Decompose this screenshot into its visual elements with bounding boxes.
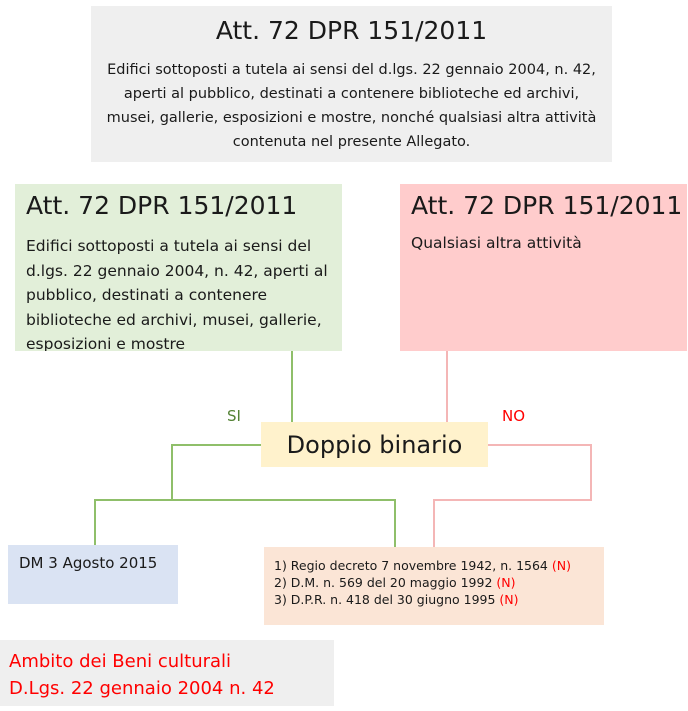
list-item-flag: (N) xyxy=(499,592,519,607)
list-item-text: 2) D.M. n. 569 del 20 maggio 1992 xyxy=(274,575,493,590)
list-item-text: 3) D.P.R. n. 418 del 30 giugno 1995 xyxy=(274,592,496,607)
scope-line-1: Ambito dei Beni culturali xyxy=(9,651,232,672)
top-box-body: Edifici sottoposti a tutela ai sensi del d.lgs. 22 gennaio 2004, n. 42, aperti al pubblico, destinati a contenere biblioteche ed archivi, musei, gallerie, esposizioni e mostre, nonché qualsiasi altra attività contenuta nel presente Allegato. xyxy=(106,62,597,150)
list-item xyxy=(274,591,604,608)
list-item-flag: (N) xyxy=(496,575,516,590)
decision-label: Doppio binario xyxy=(286,430,463,459)
green-box-body: Edifici sottoposti a tutela ai sensi del d.lgs. 22 gennaio 2004, n. 42, aperti al pubblico, destinati a contenere biblioteche ed archivi, musei, gallerie, esposizioni e mostre xyxy=(26,237,328,351)
dm-box xyxy=(8,545,178,604)
yes-label: SI xyxy=(227,407,241,425)
yes-connector-branch xyxy=(172,445,261,500)
list-item xyxy=(274,557,604,574)
red-box-title: Att. 72 DPR 151/2011 xyxy=(411,191,683,220)
regulation-list-box xyxy=(264,547,604,625)
top-box-title: Att. 72 DPR 151/2011 xyxy=(215,16,488,45)
list-item xyxy=(274,574,604,591)
decision-box xyxy=(261,422,488,467)
red-box-body: Qualsiasi altra attività xyxy=(411,234,582,252)
other-activity-box xyxy=(400,184,687,351)
dm-label: DM 3 Agosto 2015 xyxy=(19,554,158,572)
list-item-text: 1) Regio decreto 7 novembre 1942, n. 1564 xyxy=(274,558,548,573)
top-regulation-box xyxy=(91,6,612,162)
cultural-heritage-box xyxy=(15,184,342,351)
scope-line-2: D.Lgs. 22 gennaio 2004 n. 42 xyxy=(9,678,275,699)
green-box-title: Att. 72 DPR 151/2011 xyxy=(26,191,298,220)
yes-connector-split xyxy=(95,500,395,547)
no-label: NO xyxy=(502,407,526,425)
list-item-flag: (N) xyxy=(551,558,571,573)
scope-box xyxy=(0,640,334,706)
